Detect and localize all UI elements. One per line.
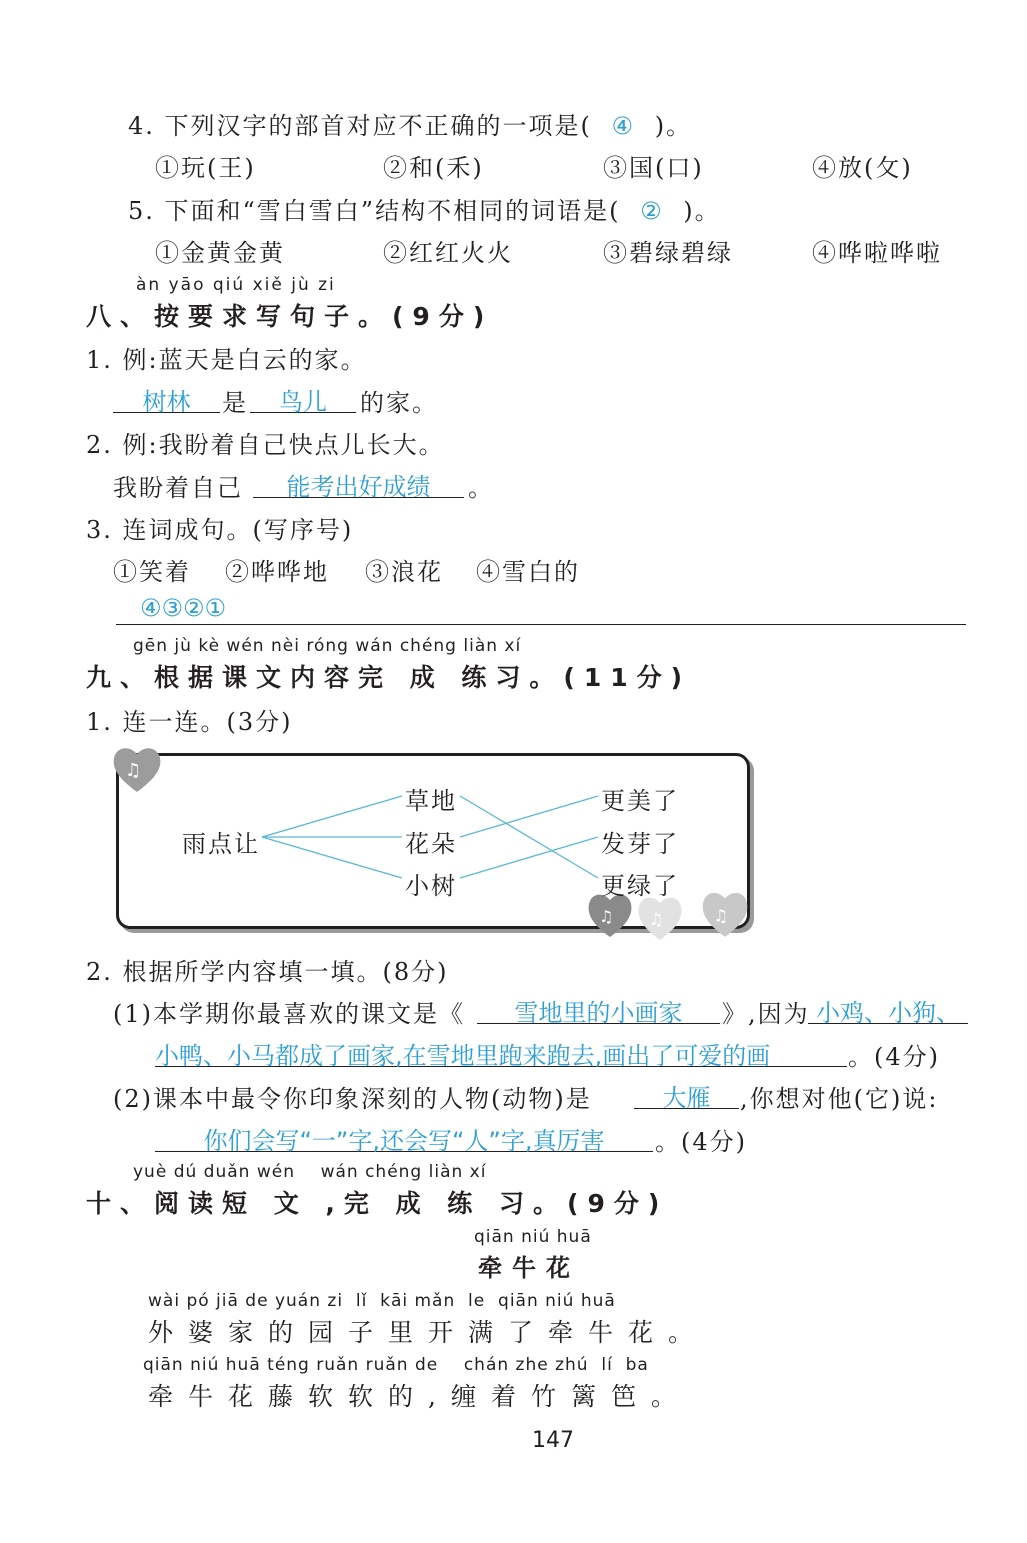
sec9-pinyin: gēn jù kè wén nèi róng wán chéng liàn xí — [133, 636, 522, 656]
sec8-s2-answer: 能考出好成绩 — [286, 473, 431, 501]
q2-p1-blank2 — [808, 993, 968, 1027]
match-right-item: 更绿了 — [601, 872, 679, 900]
sec9-q1-label: 1. 连一连。(3分) — [86, 708, 293, 736]
q2-p1-answer2b: 小鸭、小马都成了画家,在雪地里跑来跑去,画出了可爱的画 — [155, 1042, 771, 1070]
sec8-s1-end: 的家。 — [360, 389, 438, 417]
sec8-s3-word-2: ②哗哗地 — [225, 558, 329, 586]
q2-p2-answer: 大雁 — [662, 1084, 711, 1112]
sec8-s1-label: 1. 例:蓝天是白云的家。 — [86, 346, 367, 374]
sec8-s2-label: 2. 例:我盼着自己快点儿长大。 — [86, 431, 445, 459]
sec8-s2-end: 。 — [468, 474, 494, 502]
q5-option-2: ②红红火火 — [383, 239, 513, 267]
story-title-pinyin: qiān niú huā — [474, 1227, 592, 1247]
sec8-s1-mid: 是 — [222, 389, 248, 417]
svg-text:♫: ♫ — [599, 907, 614, 926]
match-middle-item: 草地 — [405, 787, 457, 815]
q2-p2-prefix: (2)课本中最令你印象深刻的人物(动物)是 — [113, 1085, 592, 1113]
sec8-s3-word-4: ④雪白的 — [476, 558, 580, 586]
q5-option-4: ④哗啦哗啦 — [812, 239, 942, 267]
match-right-item: 发芽了 — [601, 830, 679, 858]
page-number: 147 — [532, 1428, 574, 1453]
story-line1-pinyin: wài pó jiā de yuán zi lǐ kāi mǎn le qiān niú huā — [148, 1291, 616, 1311]
svg-text:♫: ♫ — [713, 906, 729, 926]
sec9-title: 九、根据课文内容完 成 练习。(11分) — [86, 663, 692, 692]
q4-option-2: ②和(禾) — [383, 154, 484, 182]
sec8-s1-answer1: 树林 — [142, 388, 191, 416]
sec8-pinyin: àn yāo qiú xiě jù zi — [136, 275, 336, 295]
sec8-s1-answer2: 鸟儿 — [279, 388, 327, 416]
q4-option-3: ③国(口) — [603, 154, 704, 182]
svg-text:♫: ♫ — [649, 910, 664, 929]
q2-p2-mid: ,你想对他(它)说: — [740, 1085, 939, 1113]
match-middle-item: 小树 — [405, 872, 457, 900]
sec8-s3-word-1: ①笑着 — [113, 558, 191, 586]
sec8-s3-answer: ④③②① — [140, 594, 227, 622]
q2-p1-blank3 — [155, 1036, 847, 1070]
svg-text:♫: ♫ — [125, 760, 142, 781]
q2-p1-answer: 雪地里的小画家 — [514, 999, 683, 1027]
q4-question: 4. 下列汉字的部首对应不正确的一项是( ④ )。 — [128, 112, 693, 140]
match-left-item: 雨点让 — [182, 830, 260, 858]
sec8-title: 八、按要求写句子。(9分) — [86, 302, 494, 331]
match-middle-item: 花朵 — [405, 830, 457, 858]
sec8-s3-label: 3. 连词成句。(写序号) — [86, 516, 354, 544]
q2-p1-prefix: (1)本学期你最喜欢的课文是《 — [113, 1000, 465, 1028]
sec8-s2-prefix: 我盼着自己 — [113, 474, 243, 502]
story-line2: 牵牛花藤软软的,缠着竹篱笆。 — [148, 1382, 691, 1411]
q5-option-3: ③碧绿碧绿 — [603, 239, 733, 267]
sec9-q2-label: 2. 根据所学内容填一填。(8分) — [86, 958, 449, 986]
q2-p2-blank — [634, 1078, 739, 1112]
q4-option-4: ④放(攵) — [812, 154, 913, 182]
story-title: 牵牛花 — [478, 1254, 580, 1282]
match-right-item: 更美了 — [601, 787, 679, 815]
q2-p1-answer2a: 小鸡、小狗、 — [816, 999, 960, 1027]
q2-p1-mid: 》,因为 — [722, 1000, 810, 1028]
sec8-s3-word-3: ③浪花 — [365, 558, 443, 586]
story-line2-pinyin: qiān niú huā téng ruǎn ruǎn de chán zhe zhú lí ba — [143, 1355, 649, 1375]
q2-p1-blank — [477, 993, 720, 1027]
q2-p1-score: 。(4分) — [848, 1043, 940, 1071]
q2-p2-score: 。(4分) — [655, 1128, 747, 1156]
q2-p2-answer2: 你们会写“一”字,还会写“人”字,真厉害 — [203, 1127, 605, 1155]
q2-p2-blank2 — [155, 1121, 653, 1155]
q4-option-1: ①玩(王) — [155, 154, 256, 182]
sec10-pinyin: yuè dú duǎn wén wán chéng liàn xí — [133, 1162, 487, 1182]
sec10-title: 十、阅读短 文 ,完 成 练 习。(9分) — [86, 1189, 669, 1218]
q5-answer: ② — [640, 197, 664, 225]
q4-answer: ④ — [611, 112, 636, 140]
q5-question: 5. 下面和“雪白雪白”结构不相同的词语是( ② )。 — [128, 197, 721, 225]
q5-option-1: ①金黄金黄 — [155, 239, 285, 267]
story-line1: 外婆家的园子里开满了牵牛花。 — [148, 1318, 709, 1347]
